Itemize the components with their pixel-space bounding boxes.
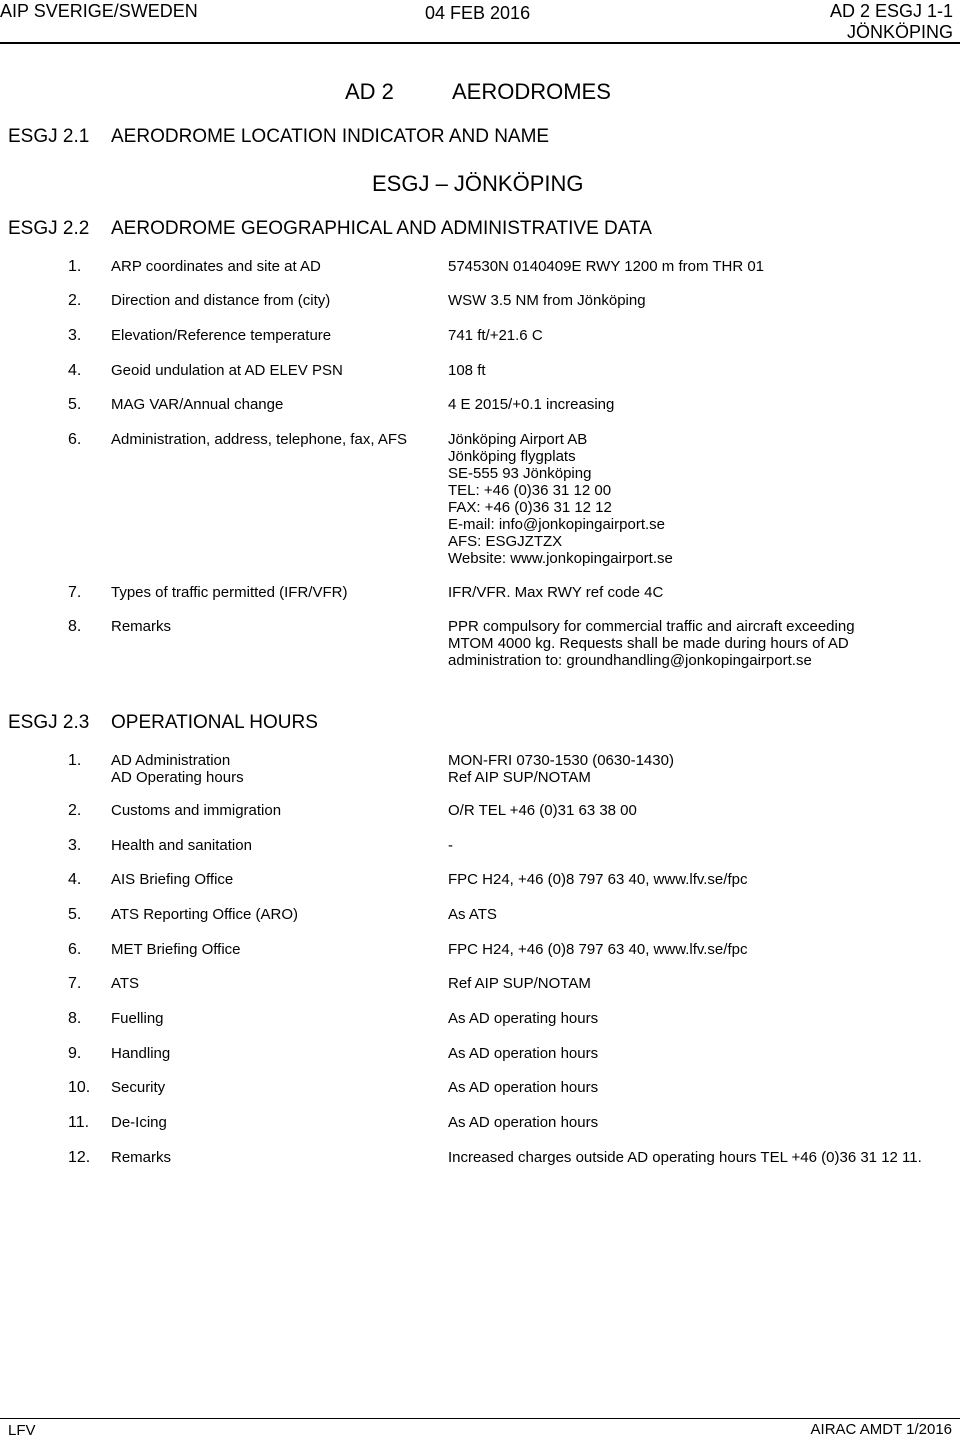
- header-divider: [0, 42, 960, 44]
- item-value: IFR/VFR. Max RWY ref code 4C: [448, 584, 664, 601]
- item-label: ATS: [111, 975, 140, 992]
- item-number: 4.: [68, 871, 82, 888]
- item-label: Fuelling: [111, 1010, 164, 1027]
- item-number: 6.: [68, 941, 82, 958]
- item-number: 1.: [68, 752, 82, 769]
- item-value: 741 ft/+21.6 C: [448, 327, 543, 344]
- item-value: 4 E 2015/+0.1 increasing: [448, 396, 615, 413]
- item-value: WSW 3.5 NM from Jönköping: [448, 292, 646, 309]
- section-2-2-id: ESGJ 2.2: [8, 218, 90, 239]
- item-value: 574530N 0140409E RWY 1200 m from THR 01: [448, 258, 765, 275]
- item-label: Remarks: [111, 618, 172, 635]
- item-value: As AD operation hours: [448, 1045, 599, 1062]
- section-2-3-id: ESGJ 2.3: [8, 712, 90, 733]
- item-label: Administration, address, telephone, fax, AFS: [111, 431, 407, 448]
- footer-publisher: LFV: [8, 1422, 36, 1439]
- item-number: 2.: [68, 292, 82, 309]
- location-name: JÖNKÖPING: [846, 22, 953, 42]
- section-2-3-title: OPERATIONAL HOURS: [111, 712, 318, 733]
- publication-name: AIP SVERIGE/SWEDEN: [0, 1, 198, 21]
- item-label: ARP coordinates and site at AD: [111, 258, 321, 275]
- item-label: Customs and immigration: [111, 802, 282, 819]
- item-label: De-Icing: [111, 1114, 167, 1131]
- item-number: 3.: [68, 327, 82, 344]
- section-2-1-title: AERODROME LOCATION INDICATOR AND NAME: [111, 126, 550, 147]
- aerodrome-name: ESGJ – JÖNKÖPING: [372, 171, 584, 196]
- chapter-number: AD 2: [345, 79, 394, 104]
- item-label: Elevation/Reference temperature: [111, 327, 332, 344]
- item-number: 8.: [68, 1010, 82, 1027]
- item-value: FPC H24, +46 (0)8 797 63 40, www.lfv.se/fpc: [448, 871, 748, 888]
- item-value: Increased charges outside AD operating hours TEL +46 (0)36 31 12 11.: [448, 1149, 922, 1166]
- item-label: Geoid undulation at AD ELEV PSN: [111, 362, 343, 379]
- item-label: Security: [111, 1079, 166, 1096]
- item-label: MAG VAR/Annual change: [111, 396, 284, 413]
- section-2-2-title: AERODROME GEOGRAPHICAL AND ADMINISTRATIVE DATA: [111, 218, 652, 239]
- item-value: As ATS: [448, 906, 497, 923]
- item-number: 10.: [68, 1079, 91, 1096]
- item-label: AIS Briefing Office: [111, 871, 234, 888]
- item-value: PPR compulsory for commercial traffic and aircraft exceeding MTOM 4000 kg. Requests shall be made during hours of AD administration to: groundhandling@jonkopingairport.se: [448, 618, 855, 669]
- item-label: Remarks: [111, 1149, 172, 1166]
- chapter-title: AERODROMES: [452, 79, 611, 104]
- item-number: 1.: [68, 258, 82, 275]
- item-number: 5.: [68, 906, 82, 923]
- item-value: MON-FRI 0730-1530 (0630-1430) Ref AIP SUP/NOTAM: [448, 752, 674, 786]
- item-label: Handling: [111, 1045, 171, 1062]
- section-2-1-id: ESGJ 2.1: [8, 126, 90, 147]
- item-number: 7.: [68, 584, 82, 601]
- item-label: AD Administration AD Operating hours: [111, 752, 244, 786]
- item-label: MET Briefing Office: [111, 941, 241, 958]
- item-number: 12.: [68, 1149, 91, 1166]
- item-value: 108 ft: [448, 362, 486, 379]
- item-label: Direction and distance from (city): [111, 292, 331, 309]
- item-number: 2.: [68, 802, 82, 819]
- item-value: As AD operation hours: [448, 1114, 599, 1131]
- item-number: 3.: [68, 837, 82, 854]
- page-reference: AD 2 ESGJ 1-1: [829, 1, 953, 21]
- item-value: FPC H24, +46 (0)8 797 63 40, www.lfv.se/fpc: [448, 941, 748, 958]
- item-value: Ref AIP SUP/NOTAM: [448, 975, 591, 992]
- effective-date: 04 FEB 2016: [425, 3, 531, 23]
- item-label: Health and sanitation: [111, 837, 252, 854]
- item-value: As AD operating hours: [448, 1010, 599, 1027]
- item-number: 4.: [68, 362, 82, 379]
- item-number: 11.: [68, 1114, 90, 1131]
- item-value: -: [448, 837, 453, 854]
- item-value: Jönköping Airport AB Jönköping flygplats SE-555 93 Jönköping TEL: +46 (0)36 31 12 00 FAX: +46 (0)36 31 12 12 E-mail: info@jonkopingairport.se AFS: ESGJZTZX Website: www.jonkopingairport.se: [448, 431, 673, 567]
- footer-amendment: AIRAC AMDT 1/2016: [810, 1421, 952, 1438]
- item-label: ATS Reporting Office (ARO): [111, 906, 299, 923]
- item-number: 8.: [68, 618, 82, 635]
- item-label: Types of traffic permitted (IFR/VFR): [111, 584, 348, 601]
- item-value: O/R TEL +46 (0)31 63 38 00: [448, 802, 637, 819]
- footer-divider: [0, 1418, 960, 1419]
- item-number: 6.: [68, 431, 82, 448]
- item-number: 5.: [68, 396, 82, 413]
- item-value: As AD operation hours: [448, 1079, 599, 1096]
- item-number: 9.: [68, 1045, 82, 1062]
- item-number: 7.: [68, 975, 82, 992]
